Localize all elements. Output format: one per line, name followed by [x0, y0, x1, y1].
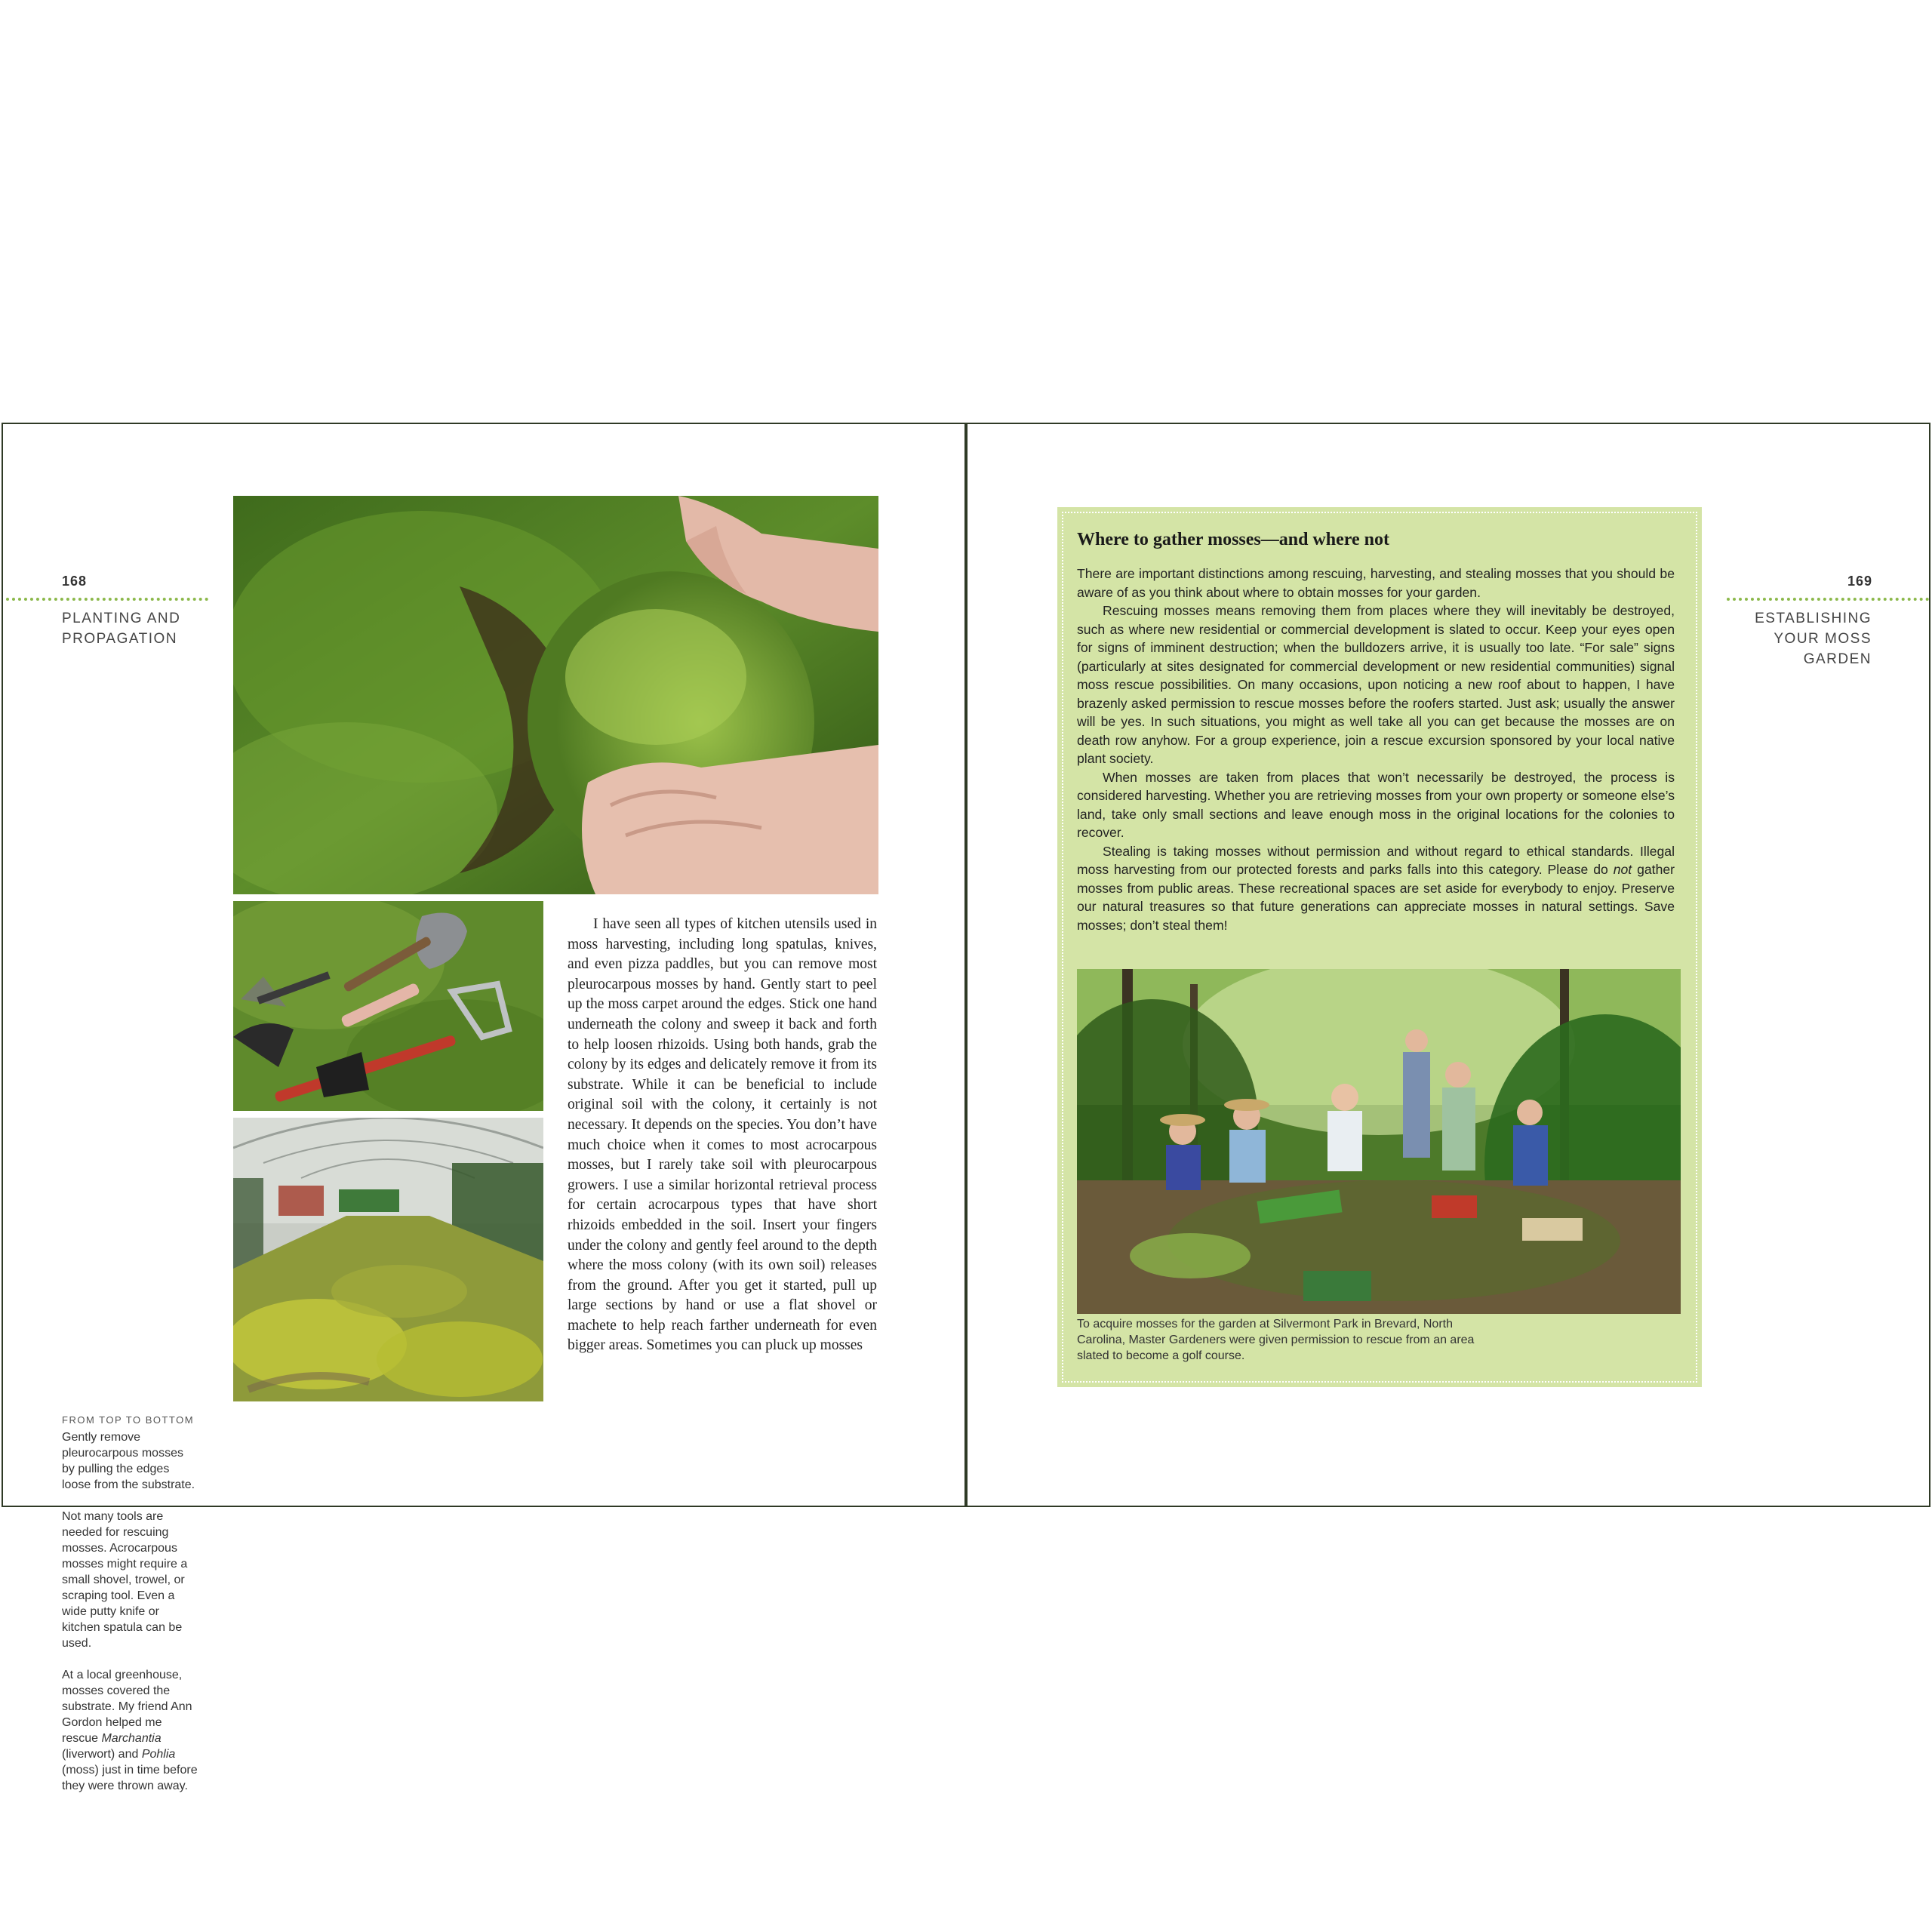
running-head-line: PROPAGATION — [62, 631, 178, 647]
sidebar-title: Where to gather mosses—and where not — [1077, 530, 1389, 549]
running-head-line: GARDEN — [1803, 651, 1872, 667]
body-text — [568, 915, 877, 1356]
photo-moss-tools — [233, 901, 543, 1111]
sidebar-paragraph: When mosses are taken from places that won’t necessarily be destroyed, the process is considered harvesting. Whether you are retrieving mosses from your own property or someone else’s land, take only small sections and leave enough moss in the original locations for the colonies to recover. — [1077, 769, 1675, 840]
photo-master-gardeners — [1077, 969, 1681, 1314]
caption-moss-removal: Gently remove pleurocarpous mosses by pulling the edges loose from the substrate. — [62, 1431, 195, 1491]
caption-tools: Not many tools are needed for rescuing mosses. Acrocarpous mosses might require a small shovel, trowel, or scraping tool. Even a wide putty knife or kitchen spatula can be used. — [62, 1510, 188, 1650]
body-paragraph: I have seen all types of kitchen utensils used in moss harvesting, including long spatulas, knives, and even pizza paddles, but you can remove most pleurocarpous mosses by hand. Gently start to peel up the moss carpet around the edges. Stick one hand underneath the colony and sweep it back and forth to help loosen rhizoids. Using both hands, grab the colony by its edges and delicately remove it from its substrate. While it can be beneficial to include original soil with the colony, it certainly is not necessary. It depends on the species. You don’t have much choice when it comes to most acrocarpous mosses, but I rarely take soil with pleurocarpous growers. I use a similar horizontal retrieval process for certain acrocarpous types that have short rhizoids embedded in the soil. Insert your fingers under the colony and gently feel around to the depth where the moss colony (with its own soil) releases from the ground. After you get it started, pull up large sections by hand or use a flat shovel or machete to help reach farther underneath for even bigger areas. Sometimes you can pluck up mosses — [568, 916, 877, 1354]
sidebar-box — [1057, 507, 1702, 1387]
photo-greenhouse-moss — [233, 1118, 543, 1401]
running-head-line: PLANTING AND — [62, 611, 181, 626]
photo-hands-lifting-moss — [233, 496, 878, 894]
sidebar-text — [1077, 565, 1675, 934]
running-head — [1755, 608, 1872, 669]
page-number: 169 — [1847, 574, 1873, 589]
left-page — [2, 423, 966, 1792]
dotted-rule — [1727, 598, 1929, 601]
running-head-line: ESTABLISHING — [1755, 611, 1872, 626]
running-head-line: YOUR MOSS — [1774, 631, 1872, 647]
dotted-rule — [6, 598, 208, 601]
caption-heading: FROM TOP TO BOTTOM — [62, 1414, 195, 1426]
caption-greenhouse: At a local greenhouse, mosses covered the substrate. My friend Ann Gordon helped me rescue Marchantia (liverwort) and Pohlia (moss) just in time before they were thrown away. — [62, 1669, 198, 1792]
photo-captions — [62, 1429, 199, 1810]
sidebar-paragraph: Stealing is taking mosses without permission and without regard to ethical standards. Illegal moss harvesting from our protected forests and parks falls into this category. Please do not gather mosses from public areas. These recreational spaces are set aside for everybody to enjoy. Preserve our natural treasures so that future generations can appreciate mosses in natural settings. Save mosses; don’t steal them! — [1077, 843, 1675, 933]
sidebar-paragraph: There are important distinctions among rescuing, harvesting, and stealing mosses that you should be aware of as you think about where to obtain mosses for your garden. — [1077, 566, 1675, 600]
running-head — [62, 608, 180, 649]
page-number: 168 — [62, 574, 88, 589]
photo-caption: To acquire mosses for the garden at Silvermont Park in Brevard, North Carolina, Master Gardeners were given permission to rescue from an area slated to become a golf course. — [1077, 1318, 1475, 1362]
right-page — [966, 423, 1930, 1507]
sidebar-paragraph: Rescuing mosses means removing them from places where they will inevitably be destroyed, such as where new residential or commercial development is slated to occur. Keep your eyes open for signs of imminent destruction; when the bulldozers arrive, it is usually too late. “For sale” signs (particularly at sites designated for commercial development or new residential communities) signal moss rescue possibilities. On many occasions, upon noticing a new roof about to happen, I have brazenly asked permission to rescue mosses before the roofers started. Just ask; usually the answer will be yes. In such situations, you might as well take all you can get because the mosses are on death row anyhow. For a group experience, join a rescue excursion sponsored by your local native plant society. — [1077, 603, 1675, 766]
